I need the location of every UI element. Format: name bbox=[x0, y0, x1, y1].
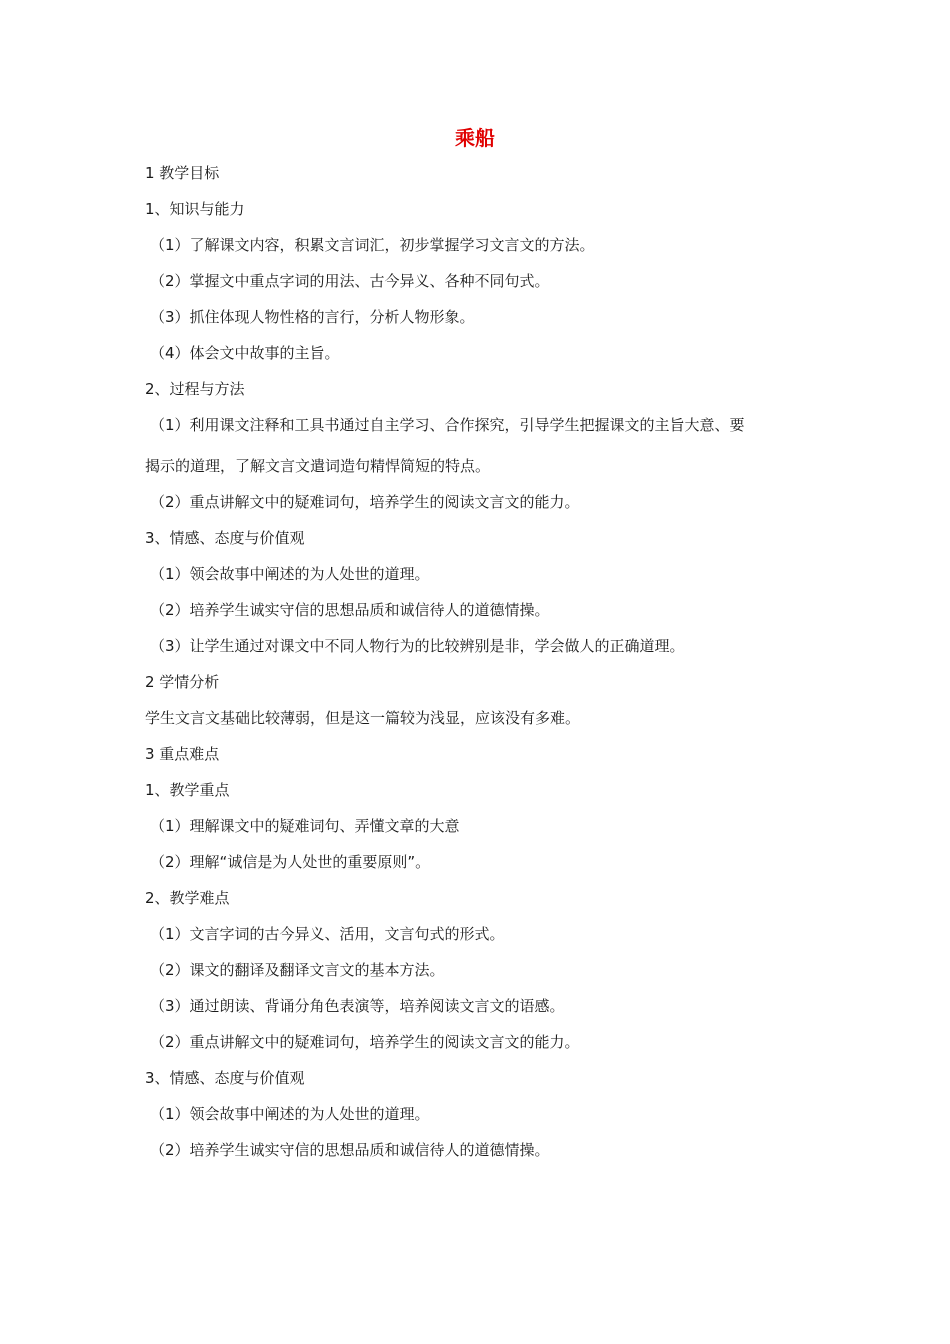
list-item: （1）文言字词的古今异义、活用，文言句式的形式。 bbox=[150, 925, 505, 943]
list-item: （3）让学生通过对课文中不同人物行为的比较辨别是非，学会做人的正确道理。 bbox=[150, 637, 685, 655]
list-item: （1）领会故事中阐述的为人处世的道理。 bbox=[150, 565, 430, 583]
section-heading: 1 教学目标 bbox=[145, 164, 220, 182]
list-item: （2）掌握文中重点字词的用法、古今异义、各种不同句式。 bbox=[150, 272, 550, 290]
list-item: （4）体会文中故事的主旨。 bbox=[150, 344, 340, 362]
list-item: （3）通过朗读、背诵分角色表演等，培养阅读文言文的语感。 bbox=[150, 997, 565, 1015]
list-item: （2）培养学生诚实守信的思想品质和诚信待人的道德情操。 bbox=[150, 601, 550, 619]
list-item: （2）培养学生诚实守信的思想品质和诚信待人的道德情操。 bbox=[150, 1141, 550, 1159]
list-item: （1）领会故事中阐述的为人处世的道理。 bbox=[150, 1105, 430, 1123]
list-item: （2）课文的翻译及翻译文言文的基本方法。 bbox=[150, 961, 445, 979]
list-item: （3）抓住体现人物性格的言行，分析人物形象。 bbox=[150, 308, 475, 326]
list-item: （2）理解“诚信是为人处世的重要原则”。 bbox=[150, 853, 431, 871]
paragraph: 学生文言文基础比较薄弱，但是这一篇较为浅显，应该没有多难。 bbox=[145, 709, 581, 727]
list-item: （1）了解课文内容，积累文言词汇，初步掌握学习文言文的方法。 bbox=[150, 236, 595, 254]
subsection-heading: 1、教学重点 bbox=[145, 781, 230, 799]
paragraph-continuation: 揭示的道理，了解文言文遣词造句精悍简短的特点。 bbox=[145, 457, 491, 475]
section-heading: 2 学情分析 bbox=[145, 673, 220, 691]
subsection-heading: 3、情感、态度与价值观 bbox=[145, 1069, 305, 1087]
section-heading: 3 重点难点 bbox=[145, 745, 220, 763]
list-item: （2）重点讲解文中的疑难词句，培养学生的阅读文言文的能力。 bbox=[150, 1033, 580, 1051]
subsection-heading: 2、过程与方法 bbox=[145, 380, 245, 398]
list-item: （1）利用课文注释和工具书通过自主学习、合作探究，引导学生把握课文的主旨大意、要 bbox=[150, 416, 745, 434]
subsection-heading: 2、教学难点 bbox=[145, 889, 230, 907]
subsection-heading: 3、情感、态度与价值观 bbox=[145, 529, 305, 547]
list-item: （1）理解课文中的疑难词句、弄懂文章的大意 bbox=[150, 817, 460, 835]
list-item: （2）重点讲解文中的疑难词句，培养学生的阅读文言文的能力。 bbox=[150, 493, 580, 511]
subsection-heading: 1、知识与能力 bbox=[145, 200, 245, 218]
document-title: 乘船 bbox=[455, 126, 495, 150]
